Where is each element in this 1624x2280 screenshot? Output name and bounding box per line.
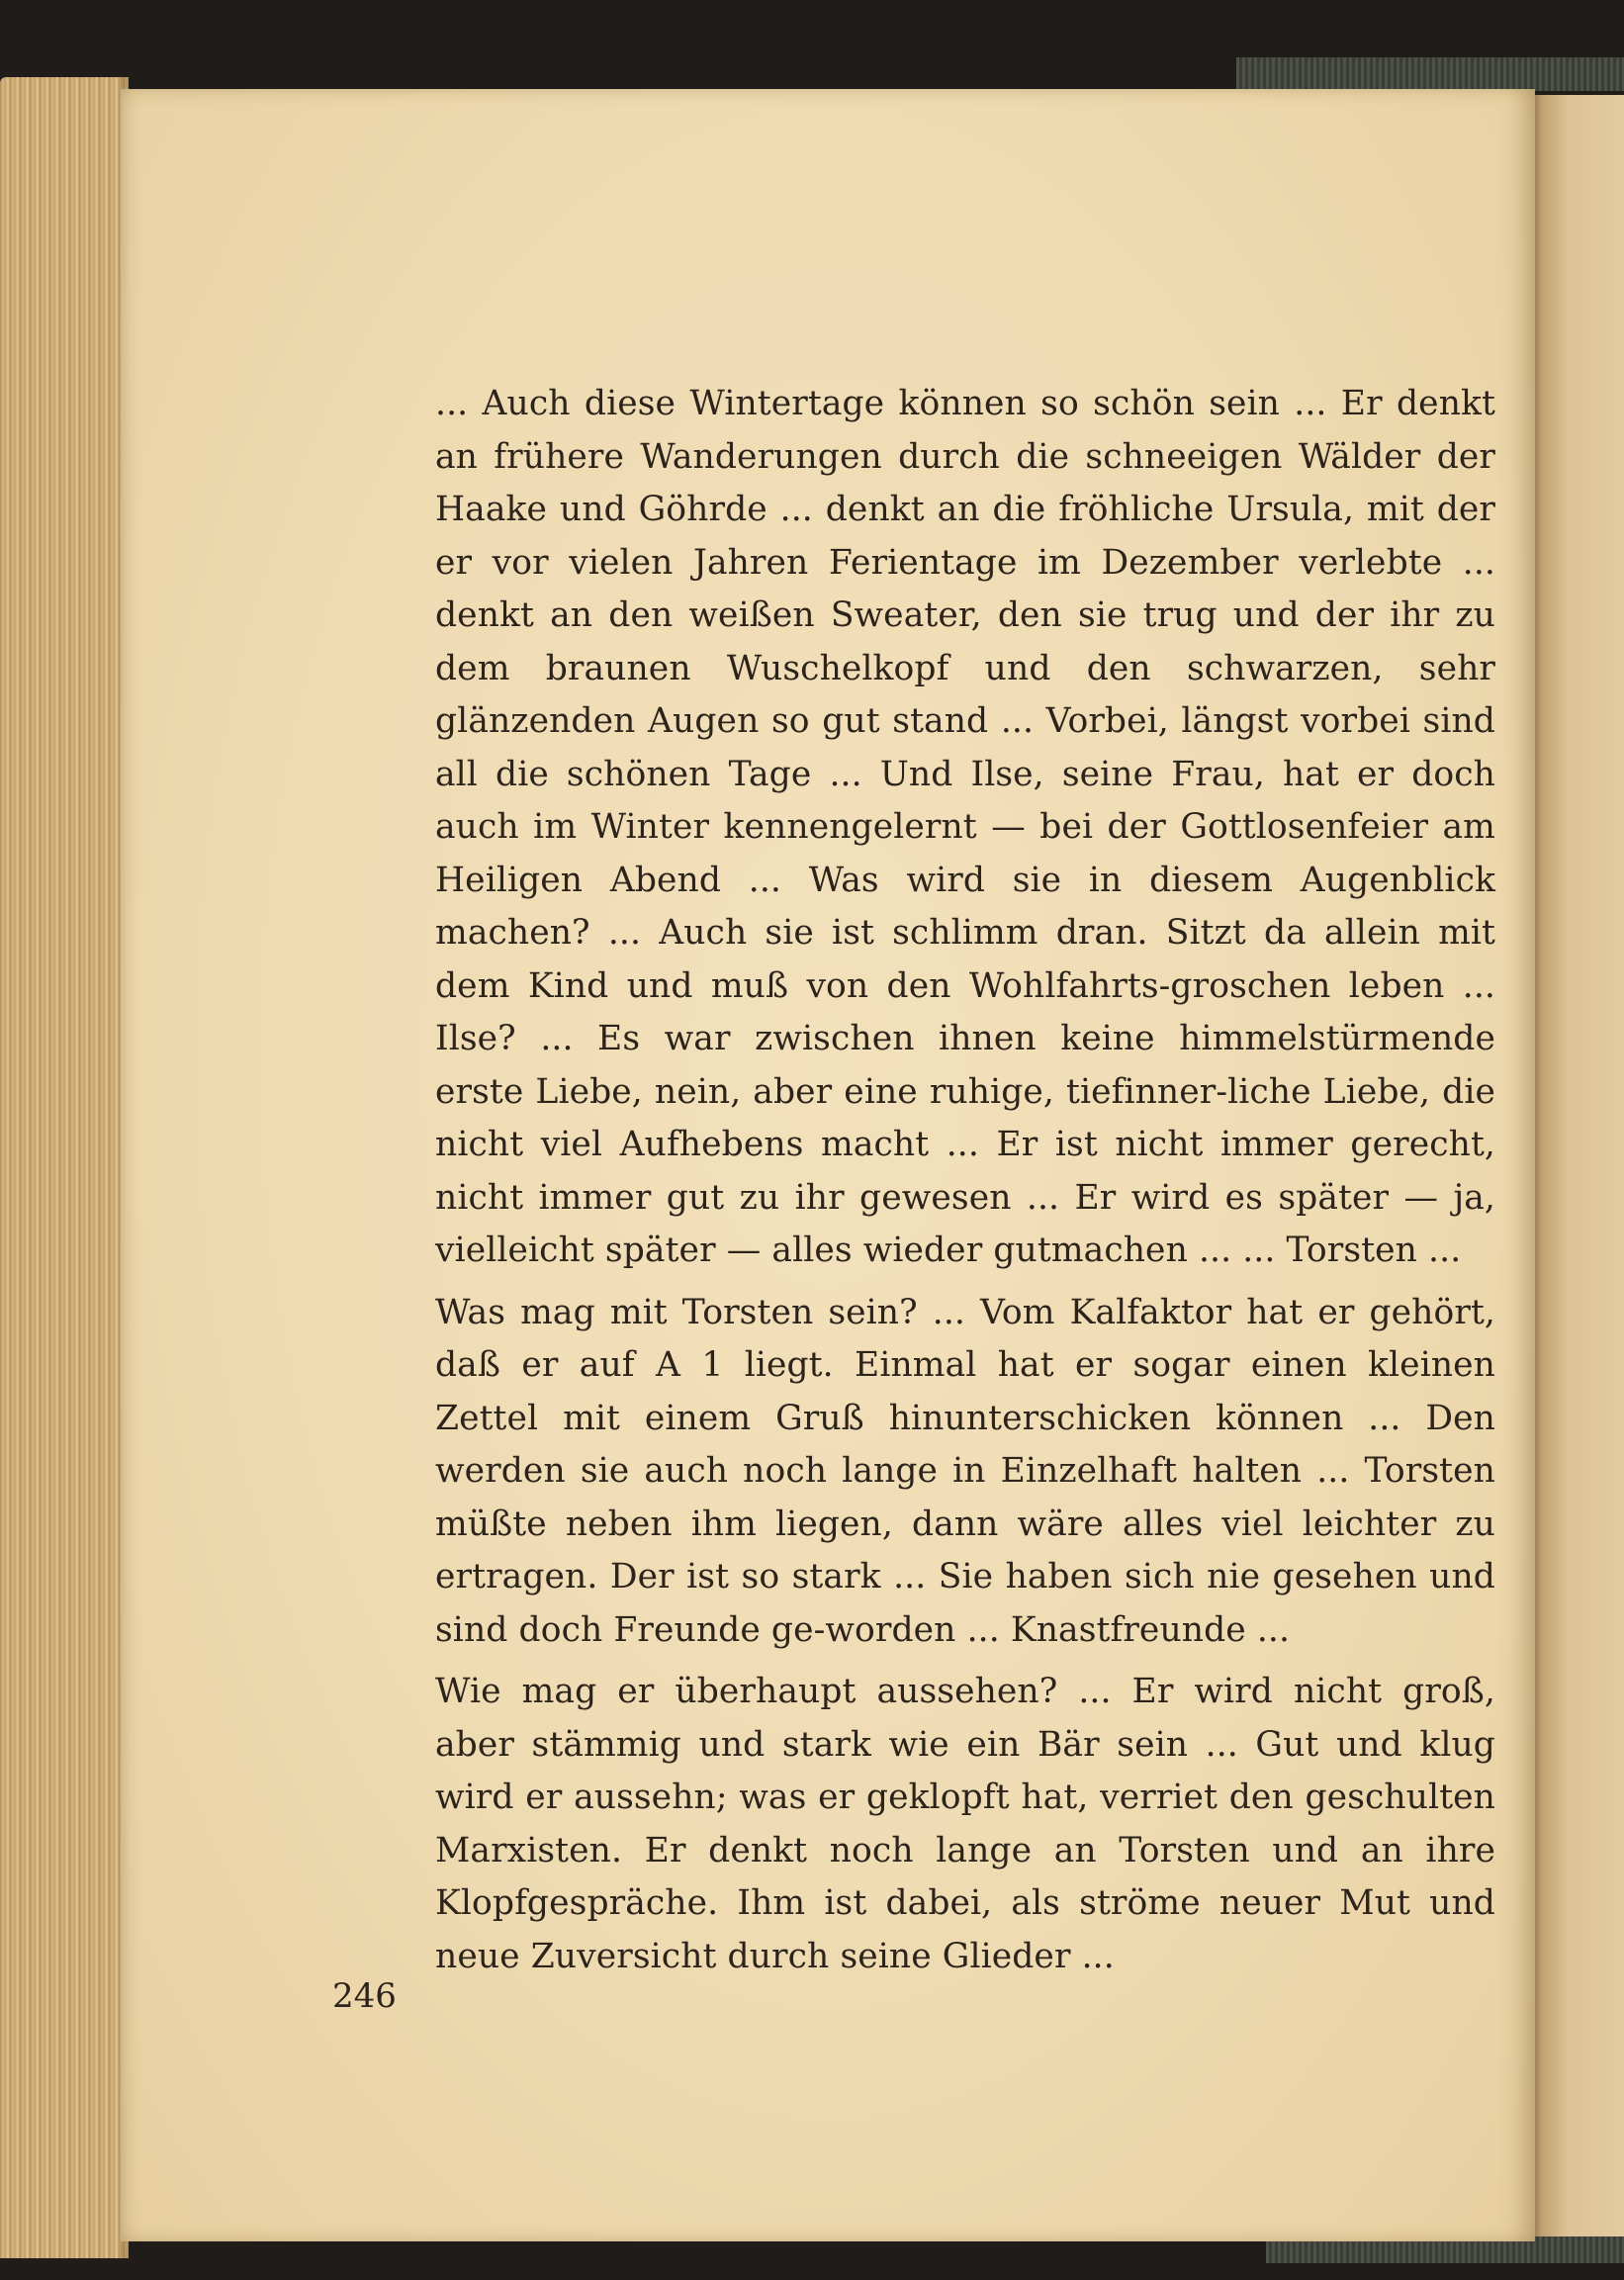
page-number: 246 bbox=[332, 1976, 397, 2016]
paragraph-1: ... Auch diese Wintertage können so schön sein ... Er denkt an frühere Wanderungen durch die schneeigen Wälder der Haake und Göhrde ... denkt an die fröhliche Ursula, mit der er vor vielen Jahren Ferientage im Dezember verlebte ... denkt an den weißen Sweater, den sie trug und der ihr zu dem braunen Wuschelkopf und den schwarzen, sehr glänzenden Augen so gut stand ... Vorbei, längst vorbei sind all die schönen Tage ... Und Ilse, seine Frau, hat er doch auch im Winter kennengelernt — bei der Gottlosenfeier am Heiligen Abend ... Was wird sie in diesem Augenblick machen? ... Auch sie ist schlimm dran. Sitzt da allein mit dem Kind und muß von den Wohlfahrts-groschen leben ... Ilse? ... Es war zwischen ihnen keine himmelstürmende erste Liebe, nein, aber eine ruhige, tiefinner-liche Liebe, die nicht viel Aufhebens macht ... Er ist nicht immer gerecht, nicht immer gut zu ihr gewesen ... Er wird es später — ja, vielleicht später — alles wieder gutmachen ... ... Torsten ... bbox=[435, 384, 1495, 1270]
paragraph-3: Wie mag er überhaupt aussehen? ... Er wird nicht groß, aber stämmig und stark wie ein Bär sein ... Gut und klug wird er aussehn; was er geklopft hat, verriet den geschulten Marxisten. Er denkt noch lange an Torsten und an ihre Klopfgespräche. Ihm ist dabei, als ströme neuer Mut und neue Zuversicht durch seine Glieder ... bbox=[435, 1672, 1495, 1976]
page-text bbox=[435, 378, 1495, 1983]
binding-cloth-top bbox=[1236, 57, 1624, 91]
facing-page-edge bbox=[1528, 95, 1624, 2236]
book-page bbox=[121, 89, 1535, 2241]
stacked-page-edges bbox=[0, 77, 129, 2258]
paragraph-2: Was mag mit Torsten sein? ... Vom Kalfaktor hat er gehört, daß er auf A 1 liegt. Einmal hat er sogar einen kleinen Zettel mit einem Gruß hinunterschicken können ... Den werden sie auch noch lange in Einzelhaft halten ... Torsten müßte neben ihm liegen, dann wäre alles viel leichter zu ertragen. Der ist so stark ... Sie haben sich nie gesehen und sind doch Freunde ge-worden ... Knastfreunde ... bbox=[435, 1292, 1495, 1650]
